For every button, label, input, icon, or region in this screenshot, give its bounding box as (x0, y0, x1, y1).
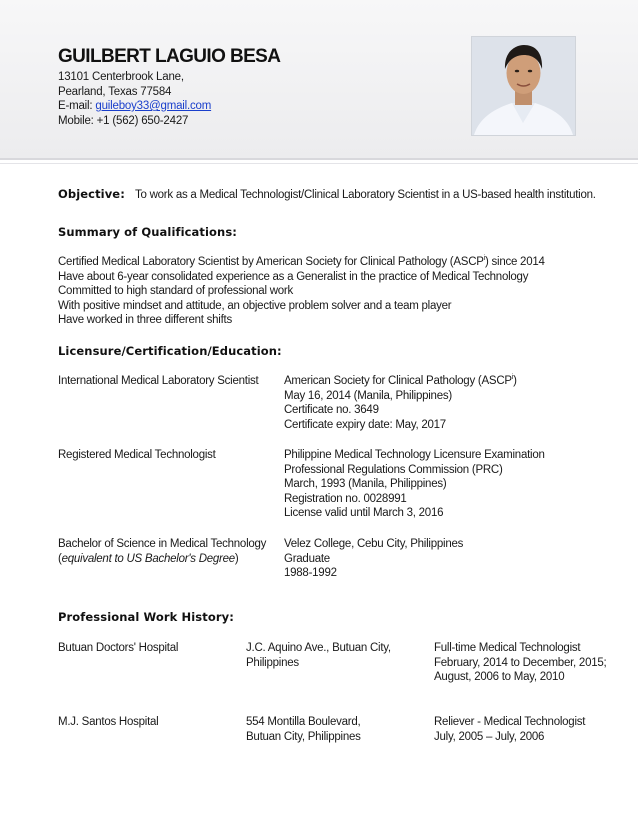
header-divider-thin (0, 163, 638, 164)
degree-equivalence (58, 552, 266, 567)
job-title: Full-time Medical Technologist (434, 642, 581, 654)
address-line: 554 Montilla Boulevard, (246, 716, 361, 728)
paren-open: ( (58, 552, 62, 565)
mobile-line: Mobile: +1 (562) 650-2427 (58, 114, 189, 127)
address-line-2: Pearland, Texas 77584 (58, 85, 172, 98)
objective-heading: Objective: (58, 187, 125, 201)
summary-item: Have worked in three different shifts (58, 314, 232, 327)
profile-photo (471, 36, 576, 136)
credential-line: Certificate expiry date: May, 2017 (284, 418, 446, 431)
credential-line: Philippine Medical Technology Licensure Examination (284, 449, 545, 461)
credential-line-text: American Society for Clinical Pathology (ASCP (284, 375, 512, 387)
job-role (434, 641, 606, 685)
degree-details (284, 537, 463, 581)
employer-name: M.J. Santos Hospital (58, 716, 159, 728)
summary-item-tail: ) since 2014 (484, 256, 545, 268)
footnote-marker: i (483, 255, 485, 263)
summary-item (58, 255, 545, 270)
employer-name: Butuan Doctors' Hospital (58, 642, 179, 654)
candidate-name: GUILBERT LAGUIO BESA (58, 46, 281, 67)
work-heading: Professional Work History: (58, 610, 234, 624)
summary-item: Committed to high standard of professional work (58, 285, 293, 298)
job-dates: February, 2014 to December, 2015; (434, 656, 607, 669)
objective-text: To work as a Medical Technologist/Clinical Laboratory Scientist in a US-based health institution. (135, 189, 596, 201)
degree-equivalence-text: equivalent to US Bachelor's Degree (61, 552, 235, 565)
address-line-1: 13101 Centerbrook Lane, (58, 71, 184, 83)
credential-line (284, 374, 517, 389)
licensure-heading: Licensure/Certification/Education: (58, 344, 282, 358)
job-dates: July, 2005 – July, 2006 (434, 730, 545, 743)
credential-line: Professional Regulations Commission (PRC) (284, 463, 503, 476)
summary-list (58, 255, 545, 328)
summary-item: Have about 6-year consolidated experience as a Generalist in the practice of Medical Technology (58, 270, 529, 283)
credential-line: March, 1993 (Manila, Philippines) (284, 478, 447, 491)
employer-address (246, 715, 361, 744)
address-line: Philippines (246, 656, 299, 669)
portrait-image (472, 37, 575, 135)
credential-line: License valid until March 3, 2016 (284, 507, 444, 520)
summary-item: With positive mindset and attitude, an objective problem solver and a team player (58, 299, 452, 312)
credential-line: Registration no. 0028991 (284, 492, 407, 505)
email-label: E-mail: (58, 100, 96, 112)
degree-title (58, 537, 266, 566)
credential-details (284, 448, 545, 521)
paren-close: ) (234, 552, 239, 565)
summary-heading: Summary of Qualifications: (58, 225, 237, 239)
header-divider (0, 158, 638, 160)
credential-line: Certificate no. 3649 (284, 404, 379, 417)
credential-title: International Medical Laboratory Scientist (58, 375, 259, 387)
footnote-marker: i (511, 374, 514, 382)
summary-item-text: Certified Medical Laboratory Scientist by American Society for Clinical Pathology (ASCP (58, 256, 484, 268)
degree-status: Graduate (284, 552, 330, 565)
email-link[interactable]: guileboy33@gmail.com (95, 100, 212, 112)
credential-title: Registered Medical Technologist (58, 449, 216, 461)
address-line: J.C. Aquino Ave., Butuan City, (246, 642, 391, 654)
credential-details (284, 374, 517, 432)
contact-block (58, 70, 211, 128)
address-line: Butuan City, Philippines (246, 730, 361, 743)
credential-line: May 16, 2014 (Manila, Philippines) (284, 389, 452, 402)
job-role (434, 715, 585, 744)
credential-line-tail: ) (513, 375, 517, 387)
email-line (58, 99, 211, 114)
job-title: Reliever - Medical Technologist (434, 716, 586, 728)
school-name: Velez College, Cebu City, Philippines (284, 538, 464, 550)
job-dates: August, 2006 to May, 2010 (434, 671, 565, 684)
employer-address (246, 641, 391, 670)
degree-years: 1988-1992 (284, 567, 337, 580)
degree-name: Bachelor of Science in Medical Technology (58, 538, 267, 550)
